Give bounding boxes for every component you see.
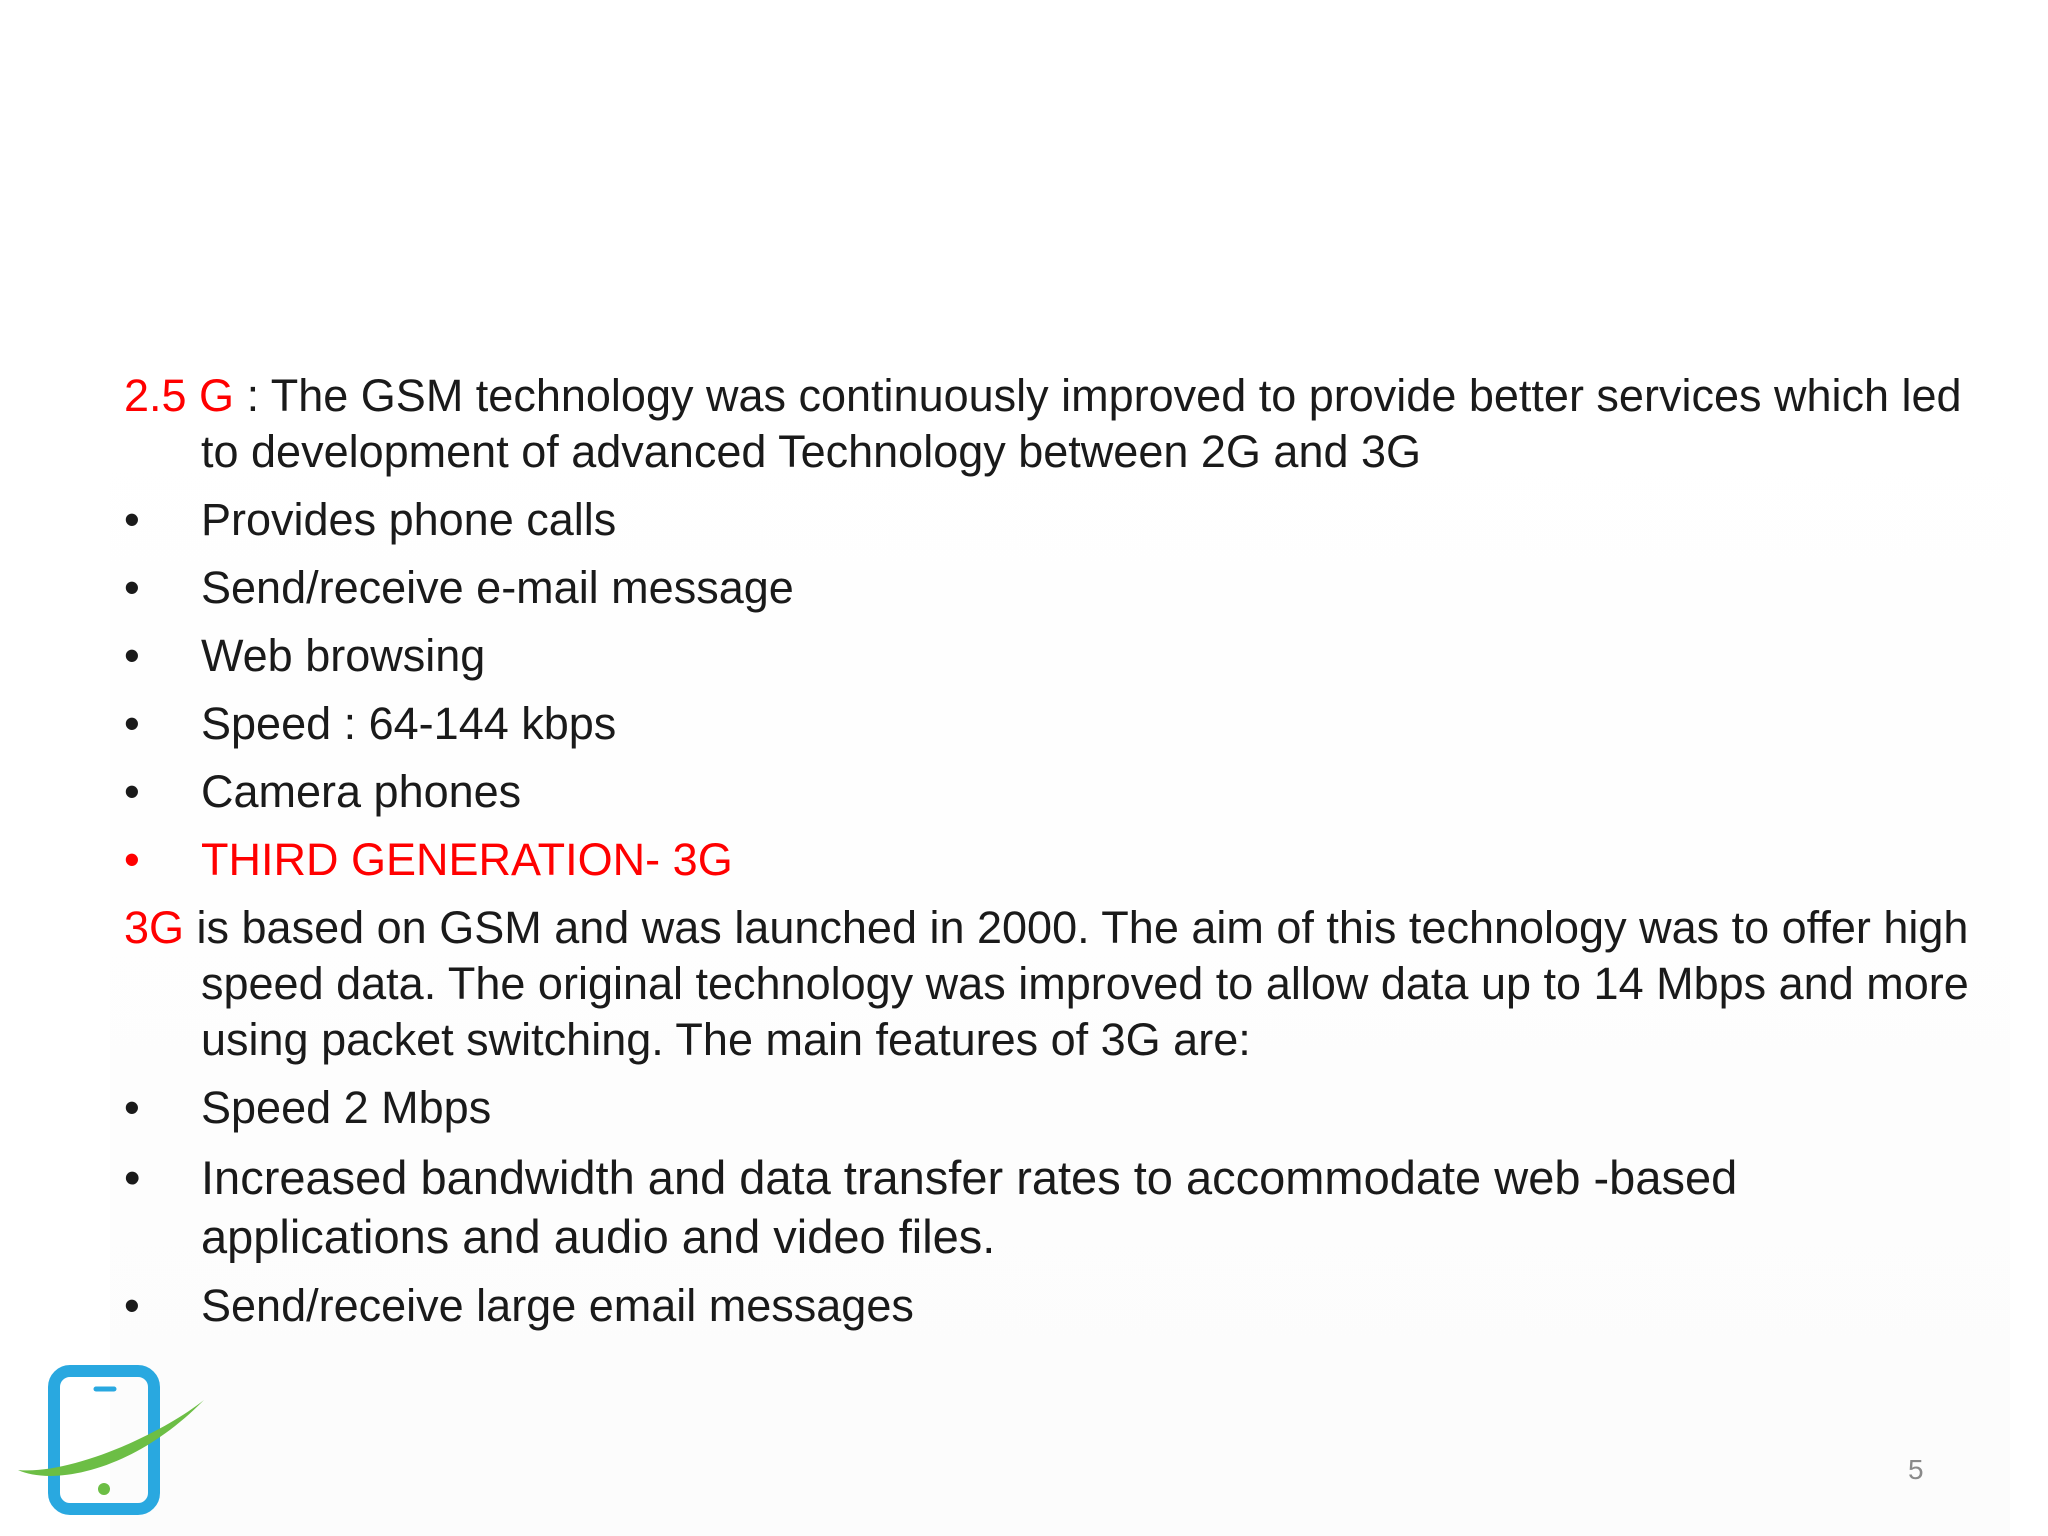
bullet-icon: • xyxy=(124,1082,140,1133)
list-item-text: Increased bandwidth and data transfer rates to accommodate web -based applications and audio and video files. xyxy=(201,1151,1738,1263)
phone-home-button xyxy=(98,1483,110,1495)
intro-paragraph xyxy=(124,368,1984,480)
intro-text: : The GSM technology was continuously improved to provide better services which led to development of advanced Technology between 2G and 3G xyxy=(201,370,1962,477)
bullet-icon: • xyxy=(124,834,140,885)
list-item-text: Send/receive large email messages xyxy=(201,1280,914,1331)
list-item-text: Camera phones xyxy=(201,766,522,817)
list-item xyxy=(124,1080,1984,1136)
bullet-icon: • xyxy=(124,698,140,749)
orbit-swoosh xyxy=(18,1400,204,1476)
list-item-text: Web browsing xyxy=(201,630,486,681)
heading-text: THIRD GENERATION- 3G xyxy=(201,834,733,885)
bullet-icon: • xyxy=(124,562,140,613)
bullet-icon: • xyxy=(124,1280,140,1331)
phone-orbit-logo-icon xyxy=(10,1365,210,1520)
list-item xyxy=(124,560,1984,616)
list-item-text: Speed : 64-144 kbps xyxy=(201,698,617,749)
list-item xyxy=(124,1278,1984,1334)
bullet-icon: • xyxy=(124,494,140,545)
page-number: 5 xyxy=(1908,1454,1924,1485)
intro-label: 2.5 G xyxy=(124,370,235,421)
list-item xyxy=(124,764,1984,820)
3g-text: is based on GSM and was launched in 2000. The aim of this technology was to offer high speed data. The original technology was improved to allow data up to 14 Mbps and more using packet switching. The main features of 3G are: xyxy=(184,902,1969,1065)
bullet-icon: • xyxy=(124,1151,141,1204)
list-item xyxy=(124,1148,1984,1266)
list-item-text: Speed 2 Mbps xyxy=(201,1082,492,1133)
list-item xyxy=(124,492,1984,548)
logo-svg xyxy=(10,1365,210,1520)
3g-label: 3G xyxy=(124,902,185,953)
list-item xyxy=(124,628,1984,684)
third-generation-heading xyxy=(124,832,1984,888)
list-item xyxy=(124,696,1984,752)
slide-content xyxy=(124,368,1984,1346)
bullet-icon: • xyxy=(124,630,140,681)
3g-paragraph xyxy=(124,900,1984,1068)
list-item-text: Send/receive e-mail message xyxy=(201,562,794,613)
list-item-text: Provides phone calls xyxy=(201,494,617,545)
bullet-icon: • xyxy=(124,766,140,817)
